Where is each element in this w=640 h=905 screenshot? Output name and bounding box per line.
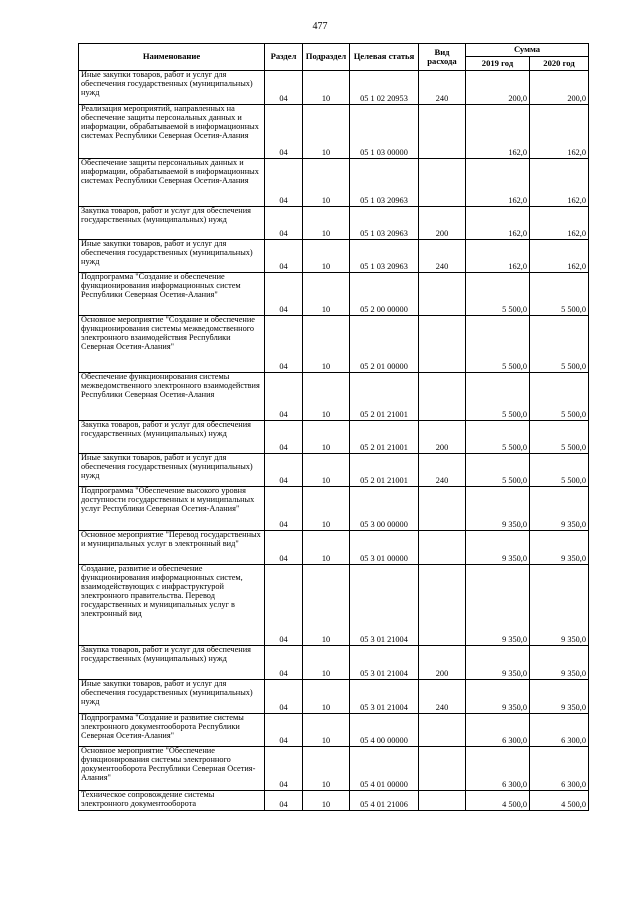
row-value-2019: 6 300,0 [466, 747, 530, 791]
row-section: 04 [265, 565, 303, 646]
row-value-2020: 5 500,0 [530, 316, 589, 373]
row-section: 04 [265, 316, 303, 373]
row-value-2020: 5 500,0 [530, 373, 589, 421]
row-name: Реализация мероприятий, направленных на обеспечение защиты персональных данных и информации, обрабатываемой в информационных системах Республики Северная Осетия-Алания [79, 105, 265, 159]
header-section: Раздел [265, 44, 303, 71]
table-body [79, 71, 589, 811]
row-name: Основное мероприятие "Перевод государственных и муниципальных услуг в электронный вид" [79, 531, 265, 565]
row-target: 05 3 01 21004 [350, 646, 419, 680]
row-value-2020: 4 500,0 [530, 791, 589, 811]
row-expense-type [419, 714, 466, 747]
row-expense-type: 240 [419, 71, 466, 105]
table-row [79, 454, 589, 487]
row-target: 05 2 01 21001 [350, 421, 419, 454]
row-subsection: 10 [303, 421, 350, 454]
row-name: Основное мероприятие "Обеспечение функционирования системы электронного документооборота Республики Северная Осетия-Алания" [79, 747, 265, 791]
row-value-2020: 9 350,0 [530, 646, 589, 680]
row-expense-type [419, 565, 466, 646]
table-row [79, 747, 589, 791]
row-subsection: 10 [303, 159, 350, 207]
table-row [79, 680, 589, 714]
row-value-2019: 5 500,0 [466, 273, 530, 316]
row-section: 04 [265, 273, 303, 316]
row-subsection: 10 [303, 714, 350, 747]
row-name: Закупка товаров, работ и услуг для обеспечения государственных (муниципальных) нужд [79, 421, 265, 454]
header-target: Целевая статья [350, 44, 419, 71]
row-subsection: 10 [303, 273, 350, 316]
row-section: 04 [265, 71, 303, 105]
row-name: Обеспечение защиты персональных данных и информации, обрабатываемой в информационных системах Республики Северная Осетия-Алания [79, 159, 265, 207]
row-value-2019: 200,0 [466, 71, 530, 105]
row-subsection: 10 [303, 747, 350, 791]
row-expense-type: 200 [419, 646, 466, 680]
row-target: 05 3 01 00000 [350, 531, 419, 565]
table-row [79, 487, 589, 531]
row-expense-type [419, 747, 466, 791]
row-value-2020: 9 350,0 [530, 565, 589, 646]
row-expense-type: 240 [419, 454, 466, 487]
row-target: 05 2 01 00000 [350, 316, 419, 373]
row-target: 05 1 03 00000 [350, 105, 419, 159]
row-section: 04 [265, 747, 303, 791]
row-target: 05 2 01 21001 [350, 373, 419, 421]
table-row [79, 273, 589, 316]
row-section: 04 [265, 454, 303, 487]
row-name: Создание, развитие и обеспечение функционирования информационных систем, взаимодействующих с инфраструктурой электронного правительства. Перевод государственных и муниципальных услуг в электронный вид [79, 565, 265, 646]
row-name: Иные закупки товаров, работ и услуг для обеспечения государственных (муниципальных) нужд [79, 240, 265, 273]
row-section: 04 [265, 714, 303, 747]
row-value-2020: 162,0 [530, 240, 589, 273]
row-subsection: 10 [303, 487, 350, 531]
row-value-2020: 5 500,0 [530, 421, 589, 454]
header-expense-type: Вид расхода [419, 44, 466, 71]
row-value-2020: 162,0 [530, 207, 589, 240]
row-target: 05 3 01 21004 [350, 565, 419, 646]
table-row [79, 565, 589, 646]
row-value-2019: 162,0 [466, 240, 530, 273]
row-section: 04 [265, 531, 303, 565]
row-name: Иные закупки товаров, работ и услуг для обеспечения государственных (муниципальных) нужд [79, 71, 265, 105]
row-subsection: 10 [303, 646, 350, 680]
header-2019: 2019 год [466, 57, 530, 71]
row-expense-type [419, 373, 466, 421]
row-target: 05 2 01 21001 [350, 454, 419, 487]
row-subsection: 10 [303, 373, 350, 421]
header-2020: 2020 год [530, 57, 589, 71]
table-row [79, 316, 589, 373]
table-row [79, 791, 589, 811]
row-value-2019: 9 350,0 [466, 680, 530, 714]
row-subsection: 10 [303, 791, 350, 811]
table-row [79, 105, 589, 159]
row-value-2019: 162,0 [466, 105, 530, 159]
row-value-2019: 5 500,0 [466, 316, 530, 373]
row-subsection: 10 [303, 316, 350, 373]
row-subsection: 10 [303, 454, 350, 487]
row-value-2019: 9 350,0 [466, 646, 530, 680]
row-subsection: 10 [303, 71, 350, 105]
row-target: 05 4 01 21006 [350, 791, 419, 811]
row-subsection: 10 [303, 240, 350, 273]
table-row [79, 714, 589, 747]
row-value-2019: 5 500,0 [466, 421, 530, 454]
row-section: 04 [265, 646, 303, 680]
table-row [79, 531, 589, 565]
row-expense-type: 240 [419, 240, 466, 273]
row-value-2019: 9 350,0 [466, 487, 530, 531]
row-subsection: 10 [303, 565, 350, 646]
row-section: 04 [265, 105, 303, 159]
row-target: 05 3 01 21004 [350, 680, 419, 714]
page-number: 477 [312, 21, 328, 32]
row-expense-type [419, 487, 466, 531]
row-name: Основное мероприятие "Создание и обеспечение функционирования системы межведомственного электронного взаимодействия Республики Северная Осетия-Алания" [79, 316, 265, 373]
row-expense-type [419, 273, 466, 316]
row-name: Иные закупки товаров, работ и услуг для обеспечения государственных (муниципальных) нужд [79, 454, 265, 487]
row-value-2020: 9 350,0 [530, 487, 589, 531]
table-row [79, 646, 589, 680]
header-subsection: Подраздел [303, 44, 350, 71]
row-section: 04 [265, 159, 303, 207]
row-value-2020: 162,0 [530, 105, 589, 159]
row-name: Техническое сопровождение системы электронного документооборота [79, 791, 265, 811]
row-target: 05 1 03 20963 [350, 240, 419, 273]
row-value-2019: 162,0 [466, 207, 530, 240]
row-name: Закупка товаров, работ и услуг для обеспечения государственных (муниципальных) нужд [79, 646, 265, 680]
row-subsection: 10 [303, 680, 350, 714]
row-section: 04 [265, 487, 303, 531]
row-name: Подпрограмма "Создание и обеспечение функционирования информационных систем Республики Северная Осетия-Алания" [79, 273, 265, 316]
row-section: 04 [265, 207, 303, 240]
row-target: 05 1 03 20963 [350, 159, 419, 207]
row-subsection: 10 [303, 105, 350, 159]
table-row [79, 421, 589, 454]
row-target: 05 3 00 00000 [350, 487, 419, 531]
row-value-2019: 4 500,0 [466, 791, 530, 811]
row-expense-type [419, 105, 466, 159]
row-section: 04 [265, 791, 303, 811]
row-name: Иные закупки товаров, работ и услуг для обеспечения государственных (муниципальных) нужд [79, 680, 265, 714]
row-value-2019: 9 350,0 [466, 565, 530, 646]
row-value-2019: 6 300,0 [466, 714, 530, 747]
row-subsection: 10 [303, 531, 350, 565]
row-expense-type: 200 [419, 207, 466, 240]
header-sum: Сумма [466, 44, 589, 57]
row-value-2019: 5 500,0 [466, 454, 530, 487]
row-target: 05 4 01 00000 [350, 747, 419, 791]
row-value-2020: 6 300,0 [530, 747, 589, 791]
row-value-2020: 162,0 [530, 159, 589, 207]
row-expense-type: 200 [419, 421, 466, 454]
table-row [79, 373, 589, 421]
header-name: Наименование [79, 44, 265, 71]
row-value-2020: 9 350,0 [530, 680, 589, 714]
row-value-2019: 162,0 [466, 159, 530, 207]
row-section: 04 [265, 240, 303, 273]
row-value-2020: 5 500,0 [530, 273, 589, 316]
row-value-2020: 6 300,0 [530, 714, 589, 747]
row-expense-type [419, 531, 466, 565]
row-value-2020: 5 500,0 [530, 454, 589, 487]
row-section: 04 [265, 421, 303, 454]
budget-table [78, 43, 589, 811]
row-value-2020: 200,0 [530, 71, 589, 105]
row-name: Закупка товаров, работ и услуг для обеспечения государственных (муниципальных) нужд [79, 207, 265, 240]
row-expense-type: 240 [419, 680, 466, 714]
row-value-2019: 5 500,0 [466, 373, 530, 421]
table-row [79, 71, 589, 105]
table-row [79, 207, 589, 240]
row-target: 05 1 02 20953 [350, 71, 419, 105]
row-target: 05 1 03 20963 [350, 207, 419, 240]
row-name: Подпрограмма "Обеспечение высокого уровня доступности государственных и муниципальных услуг Республики Северная Осетия-Алания" [79, 487, 265, 531]
row-name: Подпрограмма "Создание и развитие системы электронного документооборота Республики Северная Осетия-Алания" [79, 714, 265, 747]
row-name: Обеспечение функционирования системы межведомственного электронного взаимодействия Республики Северная Осетия-Алания [79, 373, 265, 421]
row-target: 05 2 00 00000 [350, 273, 419, 316]
row-section: 04 [265, 373, 303, 421]
row-subsection: 10 [303, 207, 350, 240]
row-expense-type [419, 316, 466, 373]
row-target: 05 4 00 00000 [350, 714, 419, 747]
row-value-2020: 9 350,0 [530, 531, 589, 565]
table-row [79, 159, 589, 207]
row-value-2019: 9 350,0 [466, 531, 530, 565]
row-section: 04 [265, 680, 303, 714]
row-expense-type [419, 791, 466, 811]
row-expense-type [419, 159, 466, 207]
table-row [79, 240, 589, 273]
